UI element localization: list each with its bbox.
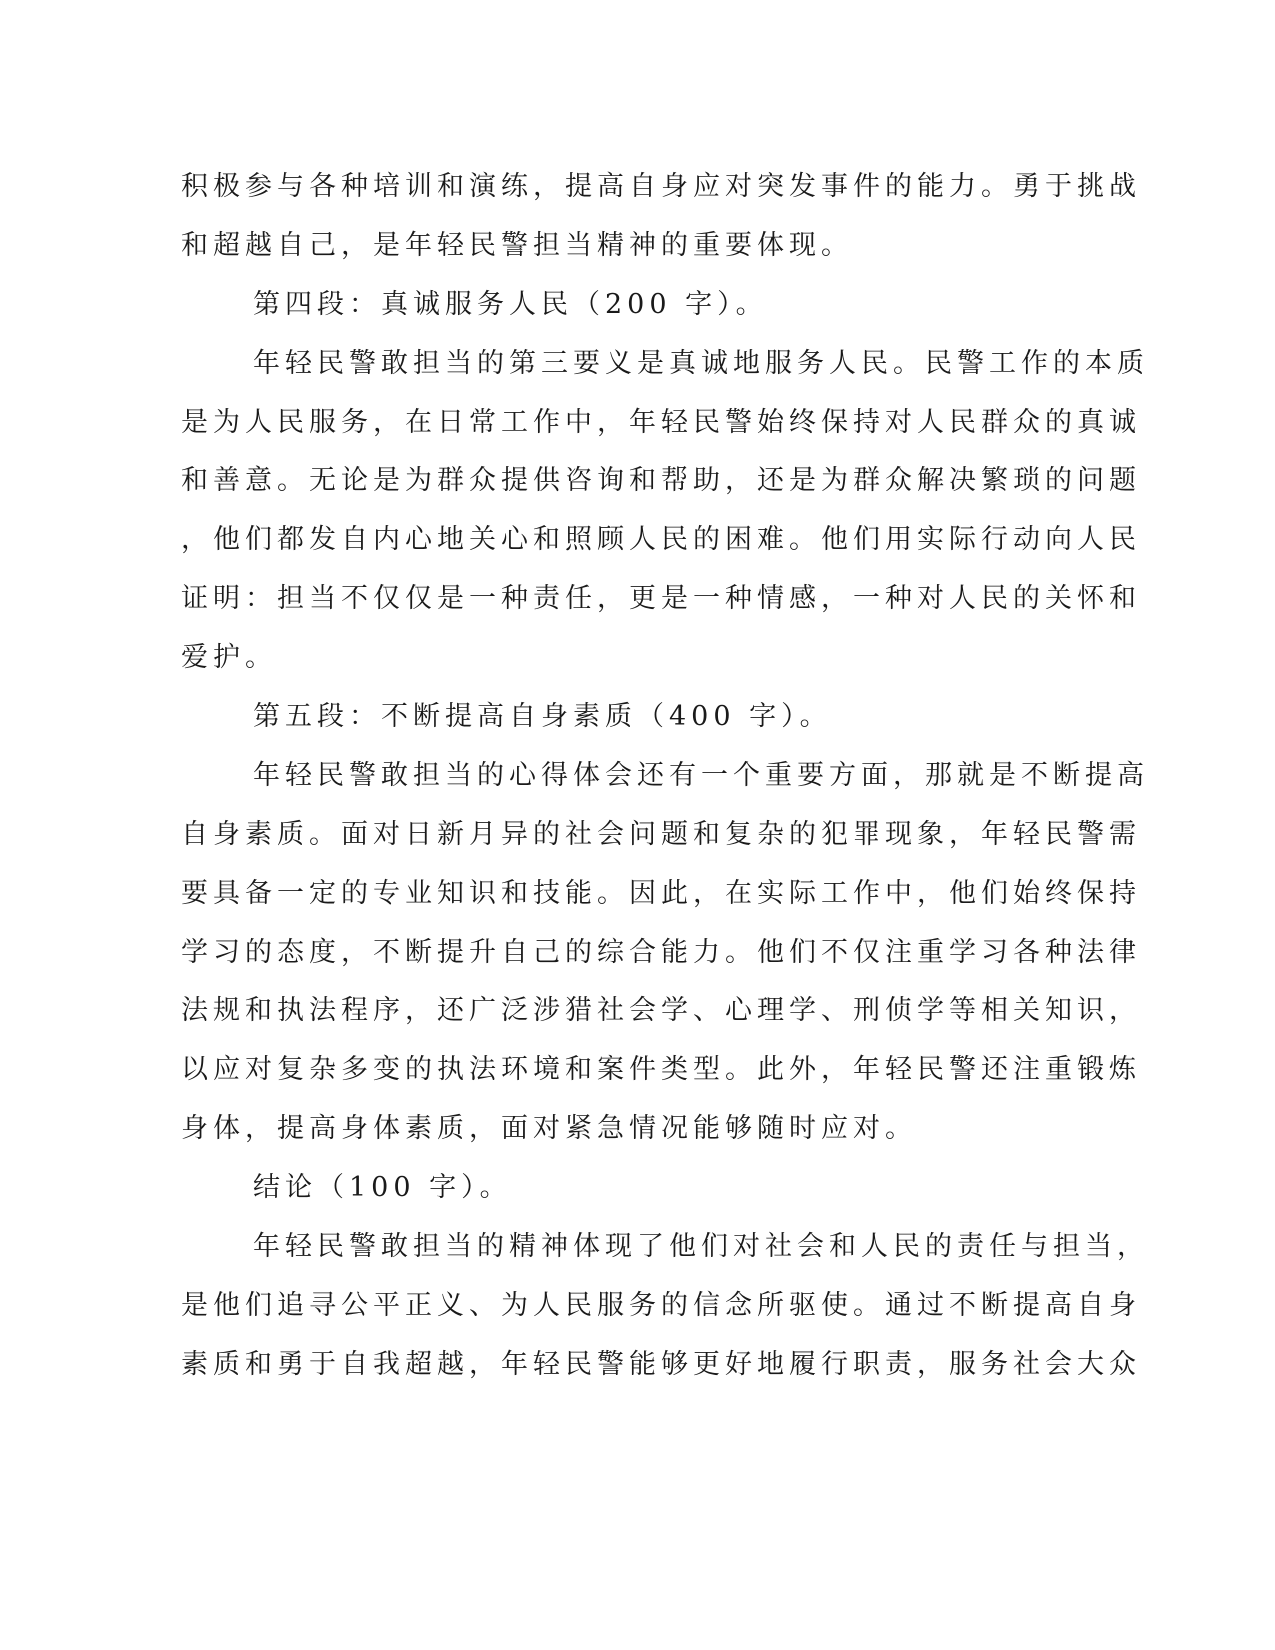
text-line: 身体，提高身体素质，面对紧急情况能够随时应对。: [181, 1113, 917, 1145]
text-line: 是他们追寻公平正义、为人民服务的信念所驱使。通过不断提高自身: [181, 1289, 1141, 1321]
section-heading: 第五段：不断提高自身素质（400 字）。: [253, 701, 832, 733]
text-line: ，他们都发自内心地关心和照顾人民的困难。他们用实际行动向人民: [181, 524, 1141, 556]
text-line: 积极参与各种培训和演练，提高自身应对突发事件的能力。勇于挑战: [181, 171, 1141, 202]
text-line: 证明：担当不仅仅是一种责任，更是一种情感，一种对人民的关怀和: [181, 583, 1141, 615]
text-line: 学习的态度，不断提升自己的综合能力。他们不仅注重学习各种法律: [181, 936, 1141, 968]
text-line: 是为人民服务，在日常工作中，年轻民警始终保持对人民群众的真诚: [181, 406, 1141, 438]
text-line: 年轻民警敢担当的第三要义是真诚地服务人民。民警工作的本质: [253, 347, 1149, 379]
section-heading: 结论（100 字）。: [253, 1172, 512, 1204]
text-line: 自身素质。面对日新月异的社会问题和复杂的犯罪现象，年轻民警需: [181, 818, 1141, 850]
text-line: 要具备一定的专业知识和技能。因此，在实际工作中，他们始终保持: [181, 877, 1141, 909]
text-line: 法规和执法程序，还广泛涉猎社会学、心理学、刑侦学等相关知识，: [181, 995, 1141, 1027]
document-body: [181, 158, 1149, 1395]
section-heading: 第四段：真诚服务人民（200 字）。: [253, 288, 768, 320]
text-line: 和善意。无论是为群众提供咨询和帮助，还是为群众解决繁琐的问题: [181, 465, 1141, 497]
text-line: 爱护。: [181, 642, 277, 674]
text-line: 年轻民警敢担当的心得体会还有一个重要方面，那就是不断提高: [253, 759, 1149, 791]
text-line: 素质和勇于自我超越，年轻民警能够更好地履行职责，服务社会大众: [181, 1348, 1141, 1380]
text-line: 和超越自己，是年轻民警担当精神的重要体现。: [181, 229, 853, 261]
text-line: 年轻民警敢担当的精神体现了他们对社会和人民的责任与担当，: [253, 1231, 1149, 1263]
text-line: 以应对复杂多变的执法环境和案件类型。此外，年轻民警还注重锻炼: [181, 1054, 1141, 1086]
